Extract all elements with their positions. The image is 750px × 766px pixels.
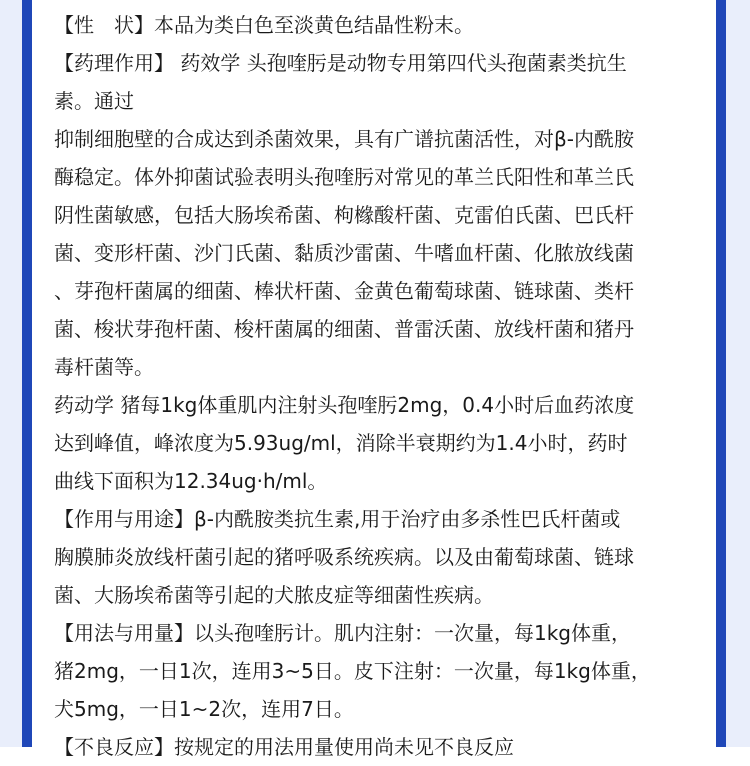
text-line: 、芽孢杆菌属的细菌、棒状杆菌、金黄色葡萄球菌、链球菌、类杆 [54,279,634,303]
text-line-adverse-reactions: 【不良反应】按规定的用法用量使用尚未见不良反应 [54,735,514,759]
document-body [54,6,696,766]
right-border-bar [716,0,726,747]
text-line: 菌、大肠埃希菌等引起的犬脓皮症等细菌性疾病。 [54,583,494,607]
text-line-pharmacokinetics: 药动学 猪每1kg体重肌内注射头孢喹肟2mg，0.4小时后血药浓度 [54,393,635,417]
text-line: 曲线下面积为12.34ug·h/ml。 [54,469,328,493]
text-line: 抑制细胞壁的合成达到杀菌效果，具有广谱抗菌活性，对β-内酰胺 [54,127,634,151]
left-border-bar [22,0,32,747]
text-line-dosage: 【用法与用量】以头孢喹肟计。肌内注射：一次量，每1kg体重， [54,621,632,645]
right-edge-strip [726,0,750,747]
text-line: 犬5mg，一日1~2次，连用7日。 [54,697,354,721]
text-line: 酶稳定。体外抑菌试验表明头孢喹肟对常见的革兰氏阳性和革兰氏 [54,165,634,189]
text-line-indications: 【作用与用途】β-内酰胺类抗生素,用于治疗由多杀性巴氏杆菌或 [54,507,621,531]
text-line: 阴性菌敏感，包括大肠埃希菌、枸橼酸杆菌、克雷伯氏菌、巴氏杆 [54,203,634,227]
text-line: 胸膜肺炎放线杆菌引起的猪呼吸系统疾病。以及由葡萄球菌、链球 [54,545,634,569]
text-line: 菌、梭状芽孢杆菌、梭杆菌属的细菌、普雷沃菌、放线杆菌和猪丹 [54,317,634,341]
text-line-pharmacology-cont: 素。通过 [54,89,134,113]
text-line: 猪2mg，一日1次，连用3~5日。皮下注射：一次量，每1kg体重， [54,659,651,683]
left-edge-strip [0,0,22,747]
text-line: 菌、变形杆菌、沙门氏菌、黏质沙雷菌、牛嗜血杆菌、化脓放线菌 [54,241,634,265]
text-line-properties: 【性 状】本品为类白色至淡黄色结晶性粉末。 [54,13,474,37]
text-line-pharmacology-heading: 【药理作用】 药效学 头孢喹肟是动物专用第四代头孢菌素类抗生 [54,51,627,75]
text-line: 毒杆菌等。 [54,355,154,379]
text-line: 达到峰值，峰浓度为5.93ug/ml，消除半衰期约为1.4小时，药时 [54,431,628,455]
